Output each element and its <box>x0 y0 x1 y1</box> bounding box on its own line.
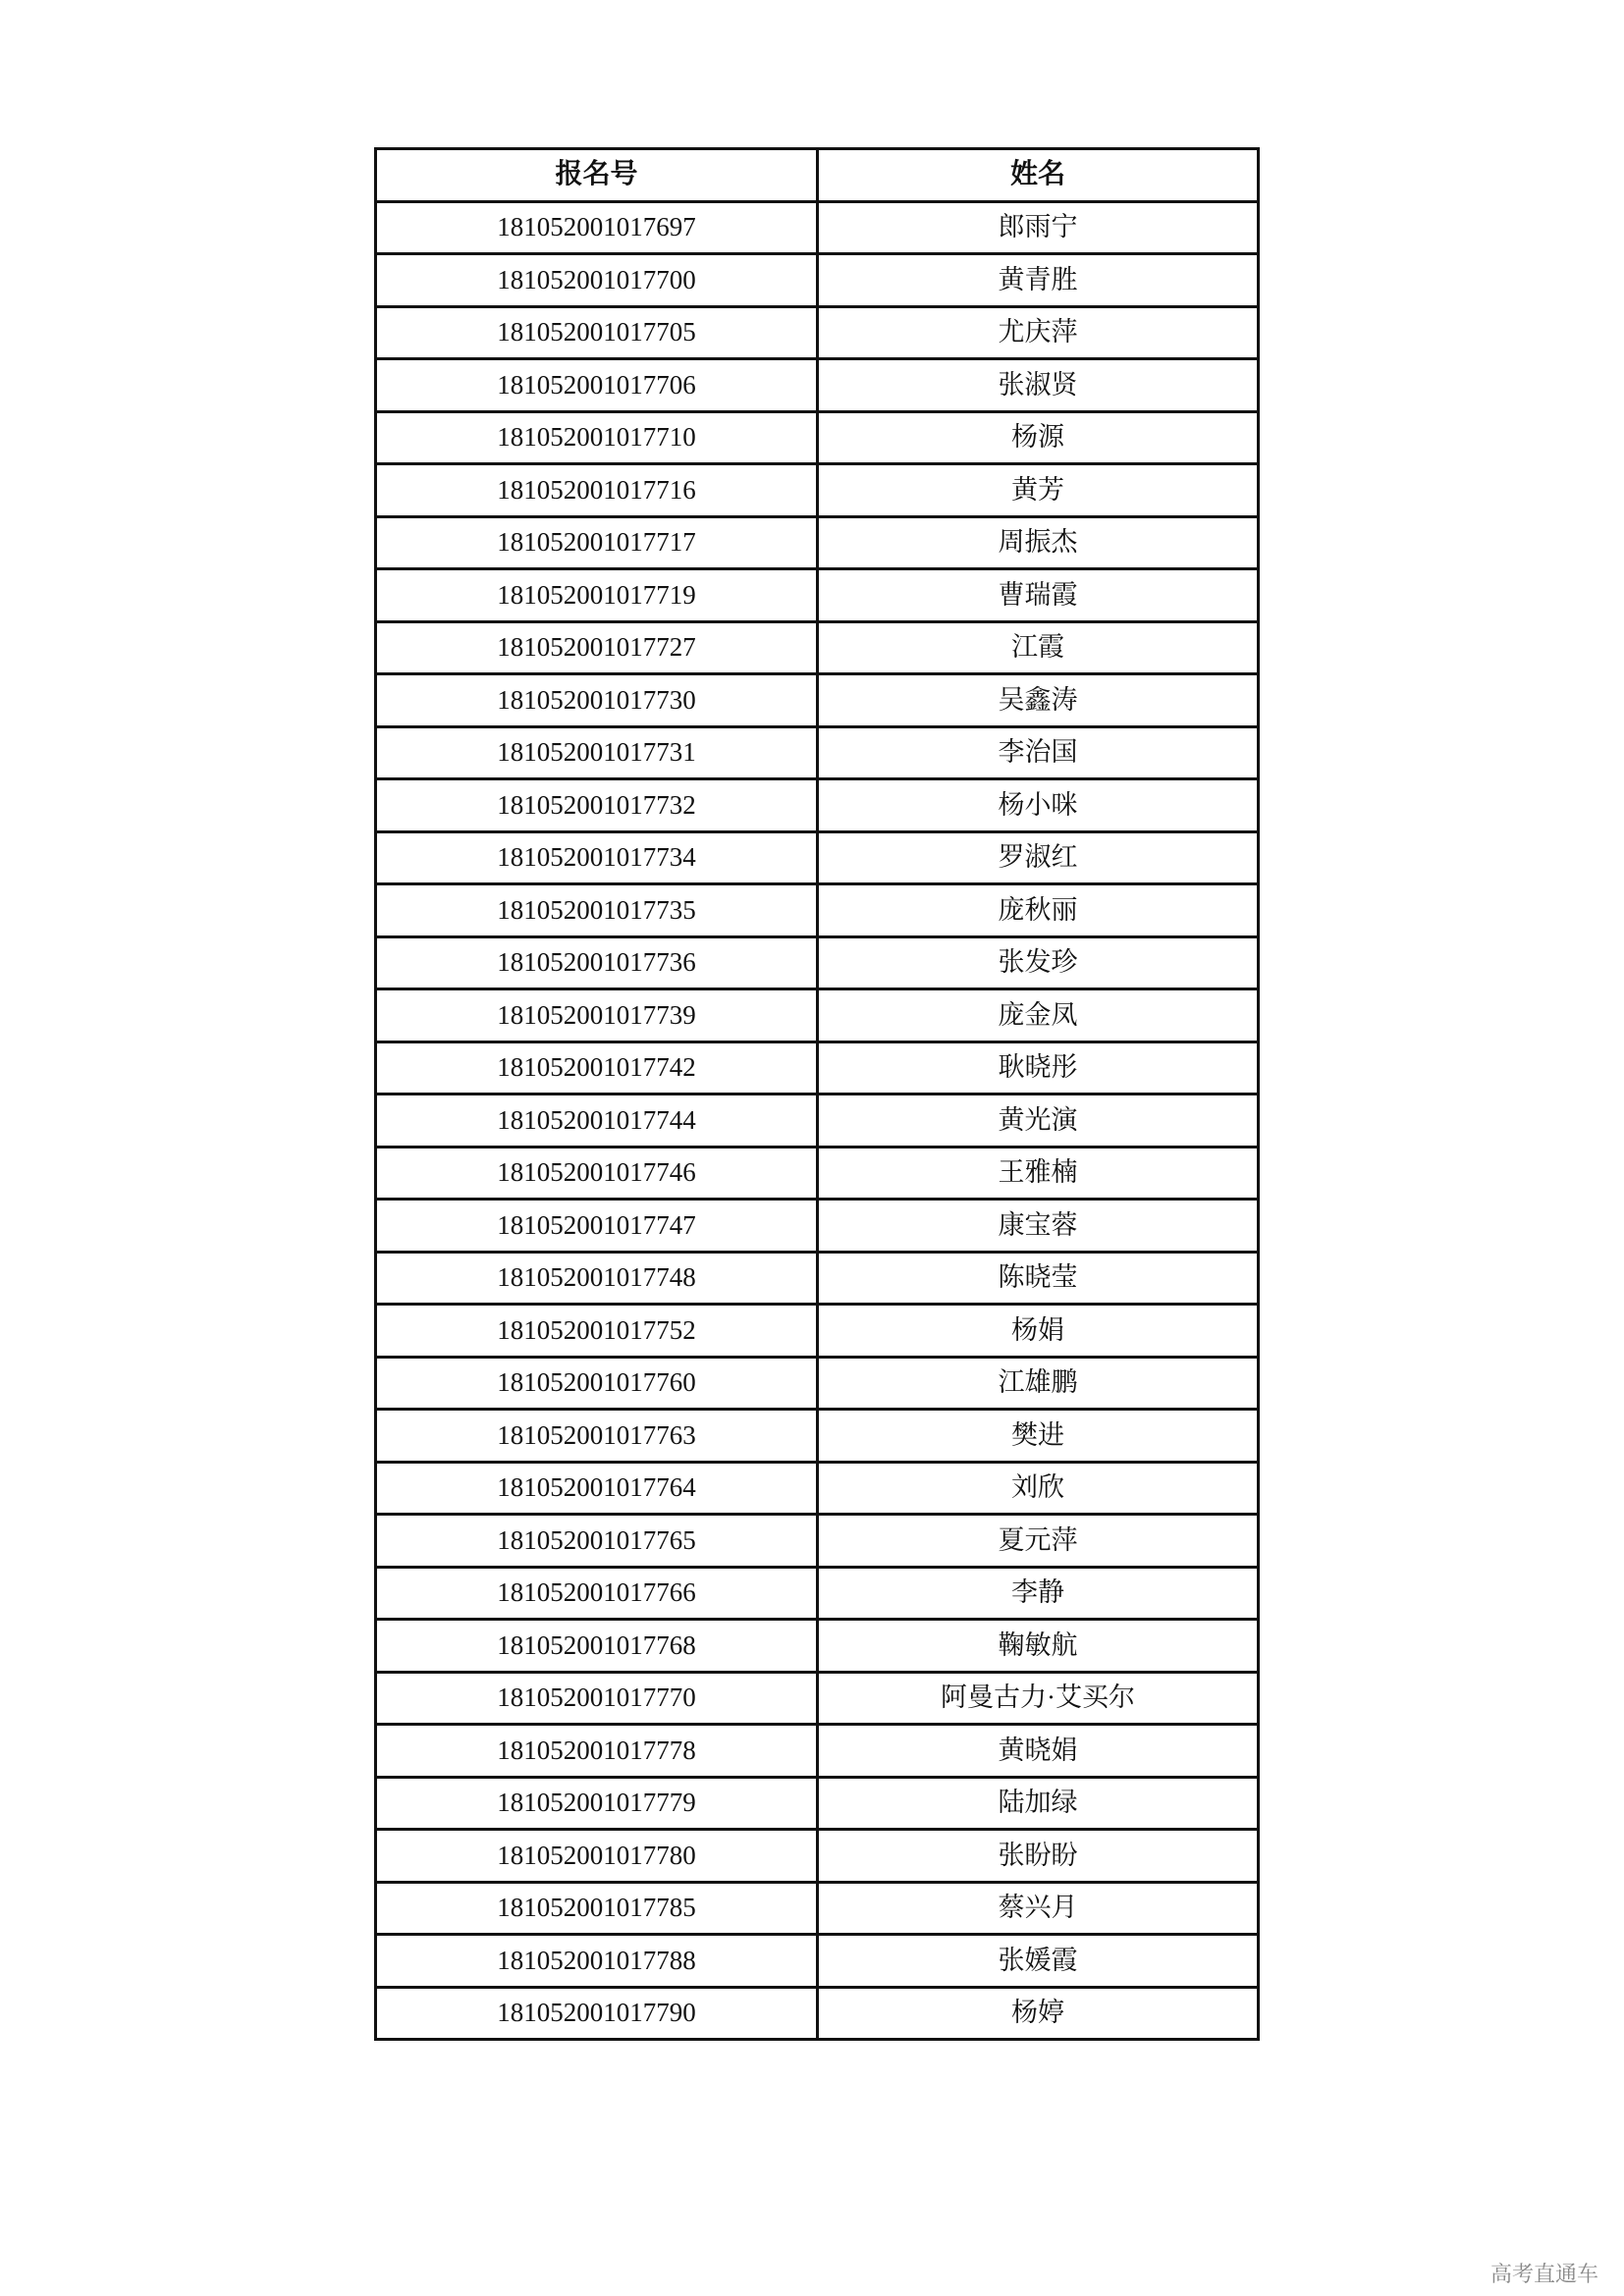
registration-number-cell: 181052001017716 <box>376 464 818 517</box>
table-row <box>376 359 1259 412</box>
name-cell: 杨娟 <box>818 1305 1259 1358</box>
name-cell: 夏元萍 <box>818 1515 1259 1568</box>
registration-number-cell: 181052001017700 <box>376 254 818 307</box>
table-header-row <box>376 149 1259 202</box>
name-cell: 杨小咪 <box>818 779 1259 832</box>
name-cell: 陈晓莹 <box>818 1252 1259 1305</box>
name-cell: 杨源 <box>818 411 1259 464</box>
table-row <box>376 1357 1259 1410</box>
registration-number-cell: 181052001017705 <box>376 306 818 359</box>
registration-number-cell: 181052001017790 <box>376 1987 818 2040</box>
name-cell: 陆加绿 <box>818 1777 1259 1830</box>
registration-number-cell: 181052001017732 <box>376 779 818 832</box>
table-row <box>376 411 1259 464</box>
registration-number-cell: 181052001017731 <box>376 726 818 779</box>
name-cell: 耿晓彤 <box>818 1041 1259 1095</box>
registration-number-cell: 181052001017727 <box>376 621 818 674</box>
name-cell: 庞金凤 <box>818 989 1259 1042</box>
registration-table <box>374 147 1260 2041</box>
registration-number-cell: 181052001017744 <box>376 1095 818 1148</box>
registration-number-cell: 181052001017735 <box>376 884 818 937</box>
name-cell: 郎雨宁 <box>818 201 1259 254</box>
registration-number-cell: 181052001017752 <box>376 1305 818 1358</box>
table-row <box>376 516 1259 569</box>
name-cell: 江霞 <box>818 621 1259 674</box>
name-cell: 刘欣 <box>818 1462 1259 1515</box>
name-cell: 黄光演 <box>818 1095 1259 1148</box>
name-cell: 鞠敏航 <box>818 1620 1259 1673</box>
registration-number-cell: 181052001017778 <box>376 1725 818 1778</box>
table-row <box>376 989 1259 1042</box>
registration-number-cell: 181052001017730 <box>376 674 818 727</box>
table-row <box>376 1567 1259 1620</box>
table-row <box>376 726 1259 779</box>
registration-number-cell: 181052001017739 <box>376 989 818 1042</box>
table-row <box>376 884 1259 937</box>
table-row <box>376 1882 1259 1935</box>
registration-number-cell: 181052001017785 <box>376 1882 818 1935</box>
name-cell: 江雄鹏 <box>818 1357 1259 1410</box>
name-cell: 张发珍 <box>818 936 1259 989</box>
name-cell: 黄青胜 <box>818 254 1259 307</box>
watermark: 高考直通车 <box>1490 2263 1599 2287</box>
table-row <box>376 936 1259 989</box>
table-row <box>376 1777 1259 1830</box>
table-row <box>376 1830 1259 1883</box>
registration-number-cell: 181052001017706 <box>376 359 818 412</box>
registration-number-cell: 181052001017719 <box>376 569 818 622</box>
registration-number-cell: 181052001017788 <box>376 1935 818 1988</box>
registration-number-cell: 181052001017697 <box>376 201 818 254</box>
table-row <box>376 1620 1259 1673</box>
registration-number-cell: 181052001017763 <box>376 1410 818 1463</box>
table-row <box>376 1672 1259 1725</box>
registration-number-cell: 181052001017768 <box>376 1620 818 1673</box>
table-row <box>376 1095 1259 1148</box>
table-row <box>376 1462 1259 1515</box>
registration-number-cell: 181052001017746 <box>376 1147 818 1200</box>
registration-number-cell: 181052001017780 <box>376 1830 818 1883</box>
registration-number-cell: 181052001017747 <box>376 1200 818 1253</box>
table-row <box>376 569 1259 622</box>
table-row <box>376 464 1259 517</box>
registration-number-cell: 181052001017710 <box>376 411 818 464</box>
name-cell: 吴鑫涛 <box>818 674 1259 727</box>
name-cell: 康宝蓉 <box>818 1200 1259 1253</box>
name-cell: 李静 <box>818 1567 1259 1620</box>
table-row <box>376 1041 1259 1095</box>
registration-number-cell: 181052001017717 <box>376 516 818 569</box>
registration-number-cell: 181052001017765 <box>376 1515 818 1568</box>
name-cell: 尤庆萍 <box>818 306 1259 359</box>
registration-number-cell: 181052001017779 <box>376 1777 818 1830</box>
table-row <box>376 779 1259 832</box>
name-cell: 杨婷 <box>818 1987 1259 2040</box>
registration-number-cell: 181052001017748 <box>376 1252 818 1305</box>
name-cell: 王雅楠 <box>818 1147 1259 1200</box>
table-row <box>376 1147 1259 1200</box>
name-cell: 黄芳 <box>818 464 1259 517</box>
table-row <box>376 1935 1259 1988</box>
name-cell: 曹瑞霞 <box>818 569 1259 622</box>
name-cell: 张淑贤 <box>818 359 1259 412</box>
table-row <box>376 1305 1259 1358</box>
table-row <box>376 1200 1259 1253</box>
name-cell: 黄晓娟 <box>818 1725 1259 1778</box>
registration-number-cell: 181052001017734 <box>376 831 818 884</box>
name-cell: 周振杰 <box>818 516 1259 569</box>
registration-number-cell: 181052001017760 <box>376 1357 818 1410</box>
table-row <box>376 1725 1259 1778</box>
name-cell: 樊进 <box>818 1410 1259 1463</box>
table-row <box>376 306 1259 359</box>
table-row <box>376 1515 1259 1568</box>
registration-number-cell: 181052001017764 <box>376 1462 818 1515</box>
name-cell: 庞秋丽 <box>818 884 1259 937</box>
name-cell: 李治国 <box>818 726 1259 779</box>
name-cell: 张盼盼 <box>818 1830 1259 1883</box>
table-row <box>376 254 1259 307</box>
name-cell: 阿曼古力·艾买尔 <box>818 1672 1259 1725</box>
registration-number-cell: 181052001017770 <box>376 1672 818 1725</box>
name-cell: 张媛霞 <box>818 1935 1259 1988</box>
table-row <box>376 1252 1259 1305</box>
table-row <box>376 674 1259 727</box>
table-row <box>376 1987 1259 2040</box>
name-cell: 蔡兴月 <box>818 1882 1259 1935</box>
table-row <box>376 201 1259 254</box>
registration-number-cell: 181052001017766 <box>376 1567 818 1620</box>
table-row <box>376 1410 1259 1463</box>
table-row <box>376 621 1259 674</box>
registration-number-cell: 181052001017742 <box>376 1041 818 1095</box>
registration-number-cell: 181052001017736 <box>376 936 818 989</box>
header-registration-number: 报名号 <box>376 149 818 202</box>
name-cell: 罗淑红 <box>818 831 1259 884</box>
header-name: 姓名 <box>818 149 1259 202</box>
table-row <box>376 831 1259 884</box>
